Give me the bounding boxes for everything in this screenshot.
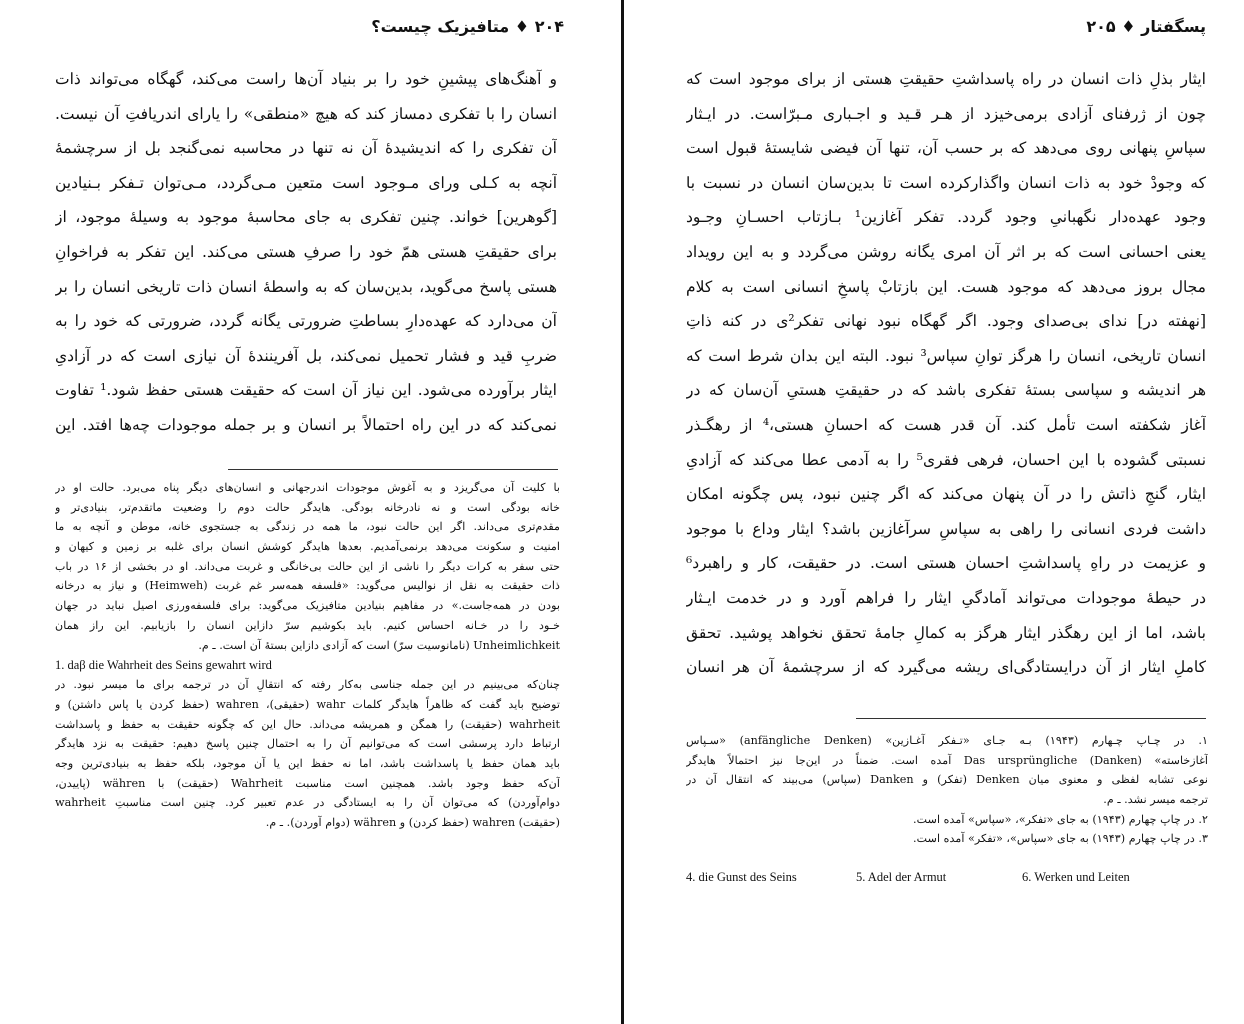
body-line: یعنی احسانی است که بر اثر آن امری یگانه روشن می‌گردد و به این رویداد (686, 242, 1206, 261)
footnote-line: امنیت و سکونت می‌دهد برنمی‌آمدیم. بعدها هایدگر کوشش انسان برای غلبه بر زمین و کیهان و (55, 540, 560, 554)
left-page-header: ۲۰۴ ♦ متافیزیک چیست؟ (371, 17, 564, 36)
footnote-line: نوعی تشابه لفظی و معنوی میان Denken (تفکر) و Danken (سپاس) می‌بیند که انتقال آن در (686, 773, 1208, 787)
body-line: آن می‌دارد که عهده‌دارِ بساطتِ ضرورتی یگانه گردد، ضرورتی که خود را به (55, 312, 557, 331)
footnote-line: wahrheit (حقیقت) را همگن و همریشه می‌داند. حال این که چگونه حقیقت به حفظ و پاسداشت (55, 717, 560, 731)
body-line: انسان را با تفکری دمساز کند که هیچ «منطقی» را یارای اندریافتِ آن نیست. (55, 104, 557, 123)
body-line: آنچه به کـلی ورای مـوجود است متعین مـی‌گردد، مـی‌توان تـفکر بـنیادین (55, 173, 557, 192)
body-line: ضربِ قید و فشار تحمیل نمی‌کند، بل آفریننده‌ٔ آن نیازی است که در آزادیِ (55, 346, 557, 365)
footnote-line: خـود را در خـانه احساس کنیم. باید بکوشیم سرّ دازاین انسان را بازیابیم. این راز همان (55, 618, 560, 632)
body-line: آن تفکری را که اندیشیدهٔ آن نه تنها در محاسبه نمی‌گنجد بل از سرچشمهٔ (55, 139, 557, 158)
footnote-5: 5. Adel der Armut (856, 870, 947, 884)
body-line: که وجودْ خود به ذات انسان واگذارکرده است تا بدین‌سان انسان در نسبت با (686, 173, 1206, 192)
footnote-line: ۳. در چاپ چهارم (۱۹۴۳) به جای «سپاس»، «تفکر» آمده است. (913, 832, 1208, 846)
footnote-line: باید همان حفظ یا پاسداشت باشد، اما نه حفظ این یا آن موجود، بلکه حفظ به بنیادی‌ترین وجه (55, 756, 560, 770)
footnote-line: ارتباط دارد پرسشی است که می‌توانیم آن را به احتمال چنین پاسخ دهیم: حقیقت به نزد هایدگر (55, 737, 560, 751)
footnote-1-label: 1. daβ die Wahrheit des Seins gewahrt wird (55, 658, 272, 673)
footnote-line: ذات حقیقت به نقل از نوالیس می‌گوید: «فلسفه همه‌سر غم غربت (Heimweh) و نیاز به درخانه (55, 579, 560, 593)
body-line: و عزیمت در راهِ پاسداشتِ احسان هستی است. در حقیقت، کار و راهبرد⁶ (686, 554, 1206, 573)
footnote-rule (856, 718, 1206, 719)
footnote-rule (228, 469, 558, 470)
body-line: برای حقیقتِ هستی همّ خود را صرفِ هستی می‌کند. این تفکر به فراخوانِ (55, 242, 557, 261)
right-page-body (686, 62, 1206, 685)
body-line: ایثار بذلِ ذات انسان در راه پاسداشتِ حقیقتِ هستی از برای موجود است که (686, 70, 1206, 88)
footnote-line: دوام‌آوردن) که می‌توان آن را به ایستادگی در عدم تعبیر کرد. چنین است مناسبتِ wahrheit (55, 796, 560, 810)
body-line: وجود عهده‌دار نگهبانیِ وجود گردد. تفکر آغازین¹ بـازتاب احسـانِ وجـود (686, 208, 1206, 227)
left-page-body (55, 62, 557, 443)
footnote-line: توضیح باید گفت که ظاهراً هایدگر کلمات wahr (حقیقی)، wahren (حفظ کردن یا پاس داشتن) و (55, 697, 560, 711)
footnote-line: با کلیت آن می‌گریزد و به آغوش موجودات اندرجهانی و انسان‌های دیگر پناه می‌برد. حالت او در (55, 481, 560, 494)
body-line: انسان تاریخی، انسان را هرگز توانِ سپاس³ نبود. البته این بدان شرط است که (686, 346, 1206, 365)
body-line: هستی پاسخ می‌گوید، بدین‌سان که به واسطهٔ انسان ذات تاریخی انسان را بر (55, 277, 557, 296)
body-line: و آهنگ‌های پیشینِ خود را بر بنیاد آن‌ها راست می‌کند، گهگاه می‌تواند ذات (55, 70, 557, 88)
body-line: [گوهرین] خواند. چنین تفکری به جای محاسبهٔ موجود به وسیلهٔ موجود، از (55, 208, 557, 227)
footnote-line: آغازخاسته» (Danken) Das ursprüngliche آمده است. ضمناً در این‌جا نیز احتمالاً هایدگر (686, 753, 1208, 767)
footnote-line: Unheimlichkeit (ناما‌نوسیت سرّ) است که آزادی دازاین بستهٔ آن است. ـ م. (198, 638, 560, 652)
body-line: نمی‌کند که در این راه احتمالاً بر انسان و بر جمله موجودات چه‌ها افتد. این (55, 415, 557, 434)
footnote-line: (حقیقت) wahren (حفظ کردن) و währen (دوام آوردن). ـ م. (265, 816, 560, 829)
body-line: کاملِ ایثار از آن درایستادگی‌ای ریشه می‌گیرد که از سرچشمهٔ آن هر انسان (686, 658, 1206, 677)
body-line: ایثار، گنجِ ذاتش را در آن پنهان می‌کند که اگر چنین نبود، پس چگونه امکان (686, 485, 1206, 504)
footnote-line: حتی سفر به کرات دیگر را ناشی از این حالت بی‌خانگی و غربت می‌داند. او در بخشی از ۱۶ در باب (55, 559, 560, 573)
footnote-line: بودن در همه‌جاست.» در مفاهیم بنیادین متافیزیک می‌گوید: برای فلسفه‌ورزی اصیل نباید در جهان (55, 599, 560, 613)
footnote-6: 6. Werken und Leiten (1022, 870, 1130, 884)
footnote-line: مقدم‌تری می‌داند. اگر این حالت نبود، ما همه در زندگی به جستجوی خانه، موطن و آنچه به ما (55, 520, 560, 534)
footnote-line: آن‌که حفظ وجود باشد. همچنین است مناسبت Wahrheit (حقیقت) با währen (پاییدن، (55, 776, 560, 790)
body-line: آغاز شکفته است تأمل کند. آن قدر هست که احسانِ هستی،⁴ از رهگـذر (686, 415, 1206, 434)
footnote-line: ۲. در چاپ چهارم (۱۹۴۳) به جای «تفکر»، «سپاس» آمده است. (913, 812, 1208, 826)
body-line: باشد، اما از این رهگذر ایثار هرگز به کمالِ جامهٔ تحقق نخواهد پوشید. تحقق (686, 623, 1206, 642)
body-line: چون از ژرفنای آزادی برمی‌خیزد از هـر قـید و اجـباری مـبرّاست. در ایـثار (686, 104, 1206, 123)
footnote-4: 4. die Gunst des Seins (686, 870, 797, 884)
right-page-footnotes (686, 731, 1208, 849)
body-line: نسبتی گشوده با این احسان، فرهی فقری⁵ را به آدمی عطا می‌کند که آزادیِ (686, 450, 1206, 469)
body-line: سپاسِ پنهانی روی می‌دهد که بر حسب آن، تنها آن فیضی شایستهٔ قبول است (686, 139, 1206, 158)
body-line: [نهفته در] ندای بی‌صدای وجود. اگر گهگاه نبود نهانی تفکر²ی در کنه ذاتِ (686, 312, 1206, 331)
body-line: داشت فردی انسانی را راهی به سپاسِ سرآغازین باشد؟ ایثار وداع با موجود (686, 519, 1206, 538)
body-line: مجال بروز می‌دهد که موجود هست. این بازتابْ پاسخِ انسانی است به کلام (686, 277, 1206, 296)
footnote-line: چنان‌که می‌بینیم در این جمله جناسی به‌کار رفته که انتقالِ آن در ترجمه برای ما میسر نبود. در (55, 678, 560, 692)
footnote-line: خانه بودگی است و نه نادرخانه بودگی. هایدگر حالت دوم را وضعیت ماتقدم‌تر، بنیادی‌تر و (55, 500, 560, 514)
body-line: در حیطهٔ موجودات می‌تواند آمادگیِ ایثار را فراهم آورد و در خدمت ایـثار (686, 588, 1206, 607)
footnote-line: ۱. در چـاپ چـهارم (۱۹۴۳) بـه جـای «تـفکر آغـازین» (anfängliche Denken) «سـپاس (686, 734, 1208, 747)
body-line: ایثار برآورده می‌شود. این نیاز آن است که حقیقت هستی حفظ شود.¹ تفاوت (55, 381, 557, 400)
body-line: هر اندیشه و سپاسی بستهٔ تفکری باشد که در حقیقتِ هستیِ آن‌سان که در (686, 381, 1206, 400)
footnote-line: ترجمه میسر نشد. ـ م. (1103, 793, 1208, 807)
right-page-header: پسگفتار ♦ ۲۰۵ (1086, 17, 1206, 36)
left-page-footnotes (55, 478, 560, 833)
